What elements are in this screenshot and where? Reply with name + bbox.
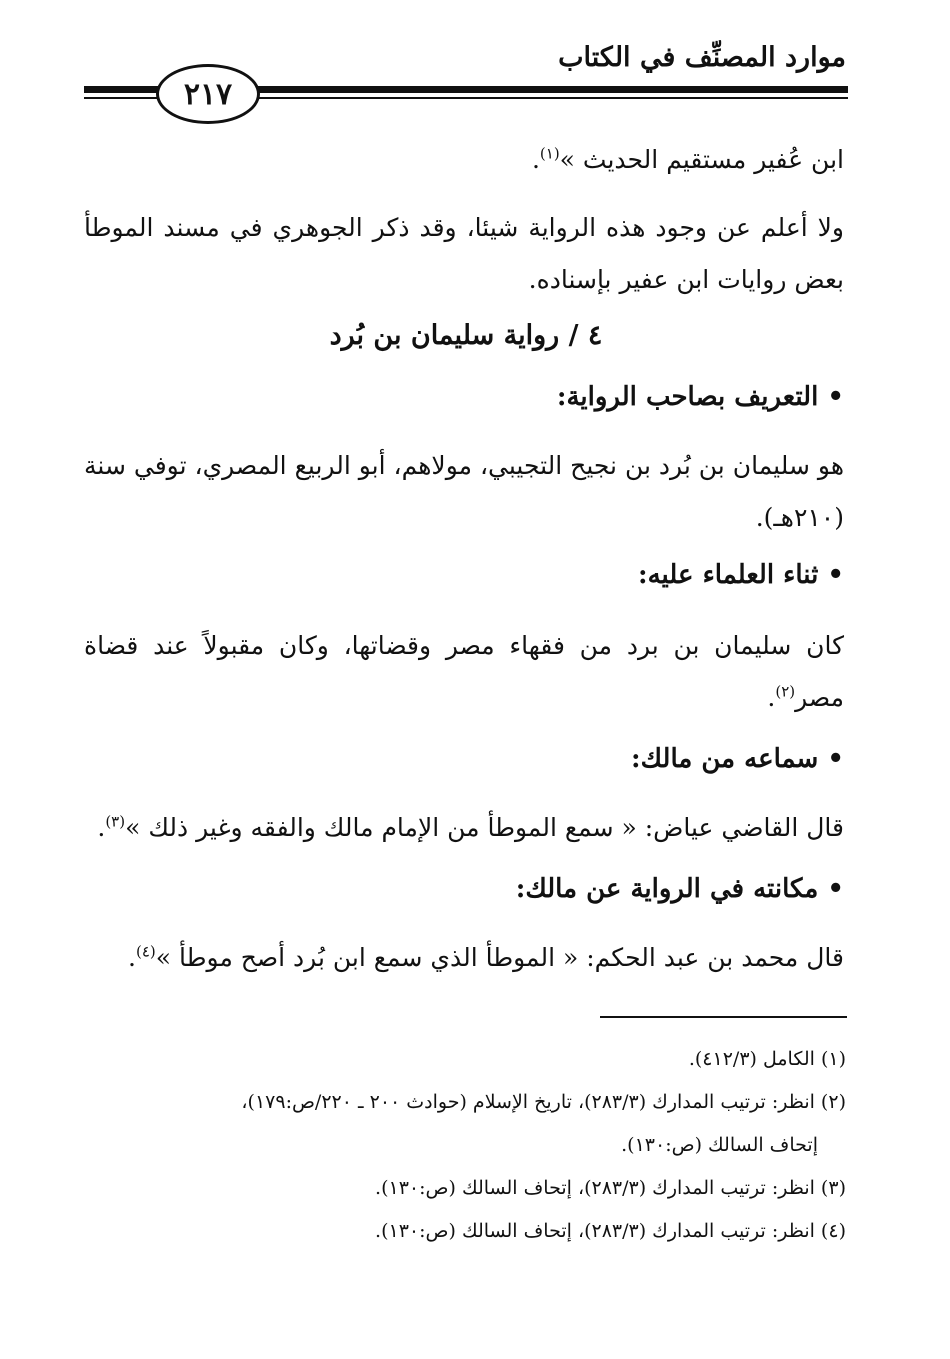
footnote-2: (٢) انظر: ترتيب المدارك (٢٨٣/٣)، تاريخ الإسلام (حوادث ٢٠٠ ـ ٢٢٠/ص:١٧٩)، [241,1091,846,1113]
footnote-ref-3: (٣) [105,812,126,831]
paragraph-3 [84,440,844,544]
page-number: ٢١٧ [156,64,260,124]
subheading-status: • مكانته في الرواية عن مالك: [515,874,844,904]
paragraph-5 [84,802,844,854]
footnote-separator [600,1016,847,1018]
footnote-ref-4: (٤) [135,942,156,961]
footnotes [86,1038,846,1253]
paragraph-6 [84,932,844,984]
subheading-praise: • ثناء العلماء عليه: [638,560,844,590]
paragraph-1 [84,134,844,186]
paragraph-5-text: قال القاضي عياض: « سمع الموطأ من الإمام مالك والفقه وغير ذلك » [125,813,844,842]
subheading-definition: • التعريف بصاحب الرواية: [556,382,844,412]
section-title: ٤ / رواية سليمان بن بُرد [329,320,603,351]
paragraph-6-end: . [128,943,136,972]
footnote-3: (٣) انظر: ترتيب المدارك (٢٨٣/٣)، إتحاف السالك (ص:١٣٠). [375,1177,846,1199]
footnote-1: (١) الكامل (٤١٢/٣). [688,1048,846,1070]
paragraph-3-text: هو سليمان بن بُرد بن نجيح التجيبي، مولاهم، أبو الربيع المصري، توفي سنة (٢١٠هـ). [84,451,844,532]
paragraph-2-text: ولا أعلم عن وجود هذه الرواية شيئا، وقد ذكر الجوهري في مسند الموطأ بعض روايات ابن عفير بإسناده. [84,213,844,294]
paragraph-4 [84,620,844,724]
paragraph-2 [84,202,844,306]
paragraph-4-text: كان سليمان بن برد من فقهاء مصر وقضاتها، وكان مقبولاً عند قضاة مصر [84,631,844,712]
running-title: موارد المصنِّف في الكتاب [558,42,846,73]
paragraph-5-end: . [97,813,106,842]
footnote-4: (٤) انظر: ترتيب المدارك (٢٨٣/٣)، إتحاف السالك (ص:١٣٠). [375,1220,846,1242]
paragraph-1-text: ابن عُفير مستقيم الحديث » [559,145,844,174]
paragraph-6-text: قال محمد بن عبد الحكم: « الموطأ الذي سمع ابن بُرد أصح موطأ » [155,943,844,972]
footnote-ref-2: (٢) [775,682,796,701]
subheading-hearing: • سماعه من مالك: [631,744,844,774]
paragraph-1-end: . [531,145,540,174]
footnote-ref-1: (١) [539,144,560,163]
paragraph-4-end: . [767,683,776,712]
footnote-2-continued: إتحاف السالك (ص:١٣٠). [621,1134,818,1156]
